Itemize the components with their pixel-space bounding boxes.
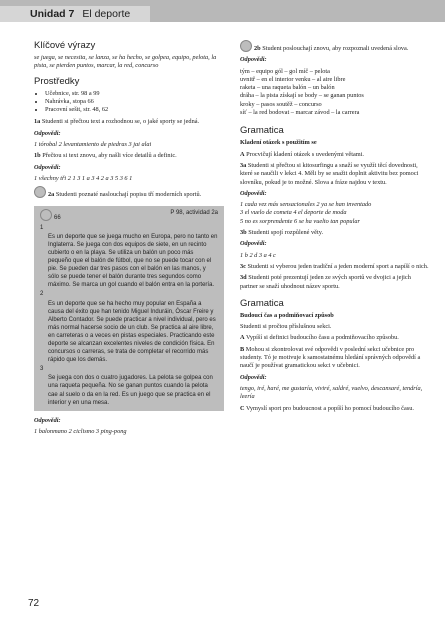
exercise-number: 1b: [34, 152, 41, 160]
answers-heading: Odpovědi:: [34, 129, 61, 137]
right-column: [240, 40, 430, 416]
grammar-point-c: [240, 405, 430, 413]
exercise-number: 1a: [34, 118, 41, 126]
cd-icon: [34, 186, 46, 198]
transcript-text: Se juega con dos o cuatro jugadores. La pelota se golpea con una raqueta pequeña. No se ganan puntos cuando la pelota cae al suelo o da en la red. Es un juego que se practica en el interior y en una mesa.: [48, 375, 213, 406]
vocab-line: dráha – la pista získají se body – se ganan puntos: [240, 92, 364, 100]
transcript-number: 3: [40, 366, 44, 373]
answers-heading: Odpovědi:: [34, 163, 61, 171]
transcript-header: [40, 209, 218, 222]
exercise-3c: [240, 263, 430, 271]
vocab-list: [240, 68, 430, 118]
exercise-text: Studenti si vyberou jeden tradiční a jeden moderní sport a napíší o nich.: [247, 262, 429, 270]
resources-heading: Prostředky: [34, 75, 80, 87]
grammar-intro: Studenti si pročtou příslušnou sekci.: [240, 323, 332, 331]
track-number: 66: [54, 214, 61, 221]
transcript-number: 1: [40, 224, 44, 231]
vocab-line: uvnitř – en el interior venku – al aire libre: [240, 75, 346, 83]
transcript-text: Es un deporte que se ha hecho muy popular en España a causa del éxito que han tenido Miguel Induráin, Óscar Freire y Alberto Contador. Se puede practicar a nivel individual, pero es más normal hacerse socio de un club. Se practica al aire libre, en carreteras o a veces en pistas especiales. Practicando este deporte se alcanzan excelentes niveles de condición física. En concursos o carreras, se trata de completar el recorrido más rápido que los demás.: [48, 300, 216, 364]
point-label: A: [240, 150, 245, 158]
resource-item: • Nahrávka, stopa 66: [45, 98, 224, 106]
key-expressions-text: se juega, se necesita, se lanza, se ha hecho, se golpea, equipo, pelota, la pista, se pierden puntos, marcar, la red, concurso: [34, 54, 217, 70]
answers-text: tengo, iré, haré, me gustaría, viviré, saldré, vuelvo, descansaré, tendría, leería: [240, 384, 423, 401]
point-text: Procvičují kladení otázek s uvedenými větami.: [246, 150, 364, 158]
answers-text: 1 balonmano 2 ciclismo 3 ping-pong: [34, 428, 127, 436]
exercise-text: Studenti si přečtou text a rozhodnou se, o jaké sporty se jedná.: [41, 118, 200, 126]
transcript-box: [34, 206, 224, 411]
answers-heading: Odpovědi:: [240, 373, 267, 381]
transcript-text: Es un deporte que se juega mucho en Europa, pero no tanto en Inglaterra. Se juega con dos equipos de siete, en un recinto cubierto o en la playa. Se utiliza un balón un poco más pequeño que el balón de fútbol, que no se puede tocar con el pie. Se pueden dar tres pasos con el balón en las manos, y sólo se puede tener el balón durante tres segundos como máximo. Se marca un gol cuando el balón entra en la portería.: [48, 233, 218, 289]
key-expressions-heading: Klíčové výrazy: [34, 40, 96, 51]
exercise-2b: [240, 40, 430, 53]
vocab-line: raketa – una raqueta balón – un balón: [240, 84, 335, 92]
exercise-3b: [240, 229, 430, 237]
answers-heading: Odpovědi:: [240, 56, 267, 64]
exercise-1a: [34, 118, 224, 126]
point-label: A: [240, 334, 245, 342]
grammar-heading: Gramatica: [240, 125, 284, 137]
answer-line: 3 el vuelo de cometa 4 el deporte de moda: [240, 209, 347, 217]
resource-item: • Pracovní sešit, str. 48, 62: [45, 106, 224, 114]
exercise-number: 2b: [254, 45, 261, 52]
answers-text: 1 b 2 d 3 a 4 c: [240, 251, 276, 259]
exercise-2a: [34, 186, 224, 199]
unit-tab: [0, 6, 150, 22]
unit-title: El deporte: [82, 8, 131, 20]
resources-list: [34, 90, 224, 115]
unit-label: Unidad 7: [30, 8, 75, 20]
answers-heading: Odpovědi:: [34, 416, 61, 424]
answers-text: 1 všechny tři 2 1 3 1 a 3 4 2 a 3 5 3 6 1: [34, 174, 133, 182]
vocab-line: síť – la red bodovat – marcar závod – la carrera: [240, 109, 360, 117]
exercise-1b: [34, 152, 224, 160]
exercise-text: Studenti poznaté naslouchají popisu tří moderních sportů.: [55, 191, 202, 199]
exercise-number: 2a: [48, 191, 55, 199]
exercise-3a: [240, 162, 430, 187]
exercise-number: 3d: [240, 274, 247, 282]
exercise-number: 3a: [240, 161, 247, 169]
vocab-line: tým – equipo gól – gol míč – pelota: [240, 67, 330, 75]
exercise-number: 3b: [240, 229, 247, 237]
resource-item: • Učebnice, str. 98 a 99: [45, 90, 224, 98]
point-label: B: [240, 345, 245, 353]
answers-heading: Odpovědi:: [240, 240, 267, 248]
grammar-point-a: [240, 334, 430, 342]
exercise-text: Studenti spojí rozpůlené věty.: [248, 229, 324, 237]
point-text: Vymyslí sport pro budoucnost a popíší ho pomocí budoucího času.: [246, 404, 414, 412]
grammar-point-a: [240, 151, 430, 159]
answer-line: 5 no es sorprendente 6 se ha vuelto tan popular: [240, 217, 360, 225]
exercise-text: Student poslouchají znovu, aby rozpoznali uvedená slova.: [262, 45, 409, 52]
transcript-number: 2: [40, 291, 44, 298]
exercise-text: Studenti si přečtou si kitosurfingu a snaží se využít těcí dovednosti, které se naučili v lekci 4. Měli by se snažit doplnit aktivitu bez pomoci slovníku, pokud je to možné. Slova a fráze najdou v textu.: [240, 161, 419, 186]
left-column: [34, 40, 224, 439]
exercise-text: Přečtou si text znovu, aby našli více detailů a definic.: [42, 152, 177, 160]
transcript-reference: P 98, actividad 2a: [170, 209, 218, 216]
track-label: [40, 209, 61, 222]
grammar-heading: Gramatica: [240, 297, 284, 309]
page-header: [0, 0, 445, 22]
answers-list: [240, 201, 430, 226]
exercise-3d: [240, 274, 430, 291]
answers-text: 1 tórobal 2 levantamiento de piedras 3 jai alai: [34, 141, 152, 149]
cd-icon: [240, 40, 252, 52]
vocab-line: kroky – pasos soutěž – concurso: [240, 100, 322, 108]
point-text: Vypíší si definici budoucího času a podmiňovacího způsobu.: [246, 334, 399, 342]
grammar-subheading: Kladení otázek s použitím se: [240, 139, 317, 147]
page-number: 72: [28, 598, 40, 609]
grammar-subheading: Budoucí čas a podmiňovací způsob: [240, 311, 334, 319]
audio-track-icon: [40, 209, 52, 221]
point-label: C: [240, 404, 245, 412]
exercise-text: Studenti poté prezentují jeden ze svých sportů ve dvojici a jejich partner se snaží uhodnout název sportu.: [240, 274, 411, 290]
exercise-number: 3c: [240, 262, 246, 270]
grammar-point-b: [240, 346, 430, 371]
point-text: Mohou si zkontrolovat své odpovědi v poslední sekci učebnice pro studenty. Tó je motivuje k samostatnému hledání správných odpovědí a naučí je používat gramatickou sekci v učebnici.: [240, 345, 421, 370]
answers-heading: Odpovědi:: [240, 189, 267, 197]
answer-line: 1 cada vez más sensacionales 2 ya se han inventado: [240, 201, 372, 209]
